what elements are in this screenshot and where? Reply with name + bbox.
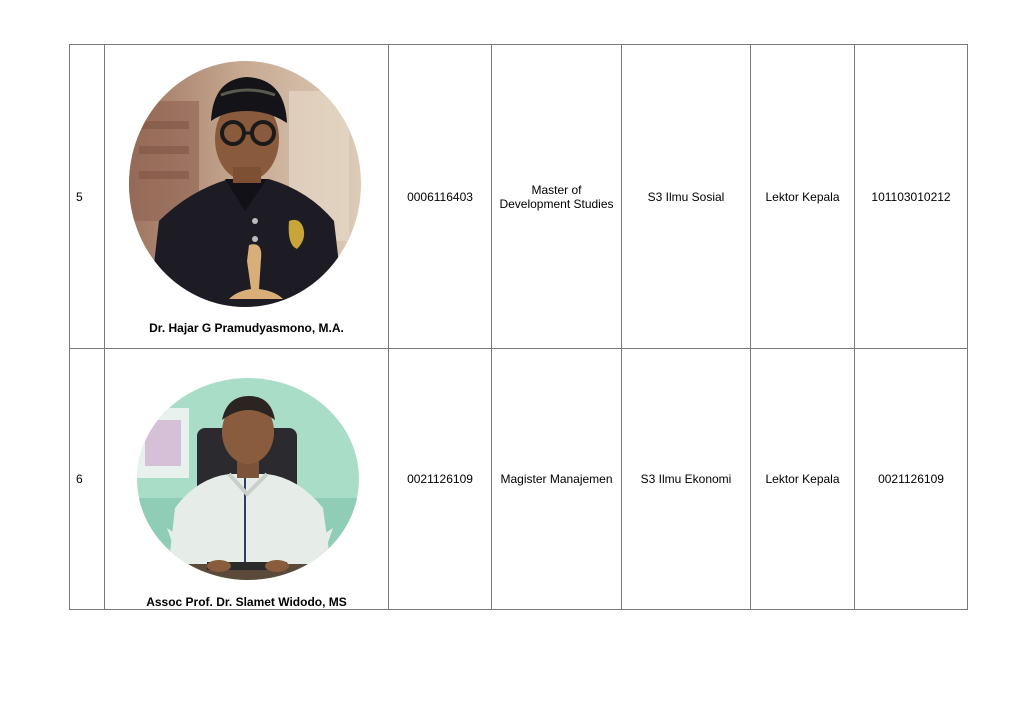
study-program-cell: Magister Manajemen (492, 349, 622, 610)
rank-cell: Lektor Kepala (751, 349, 855, 610)
photo-cell (105, 349, 389, 610)
row-number: 6 (70, 349, 105, 610)
study-program-cell: Master of Development Studies (492, 45, 622, 349)
table-row (70, 349, 968, 610)
lecturer-table (69, 44, 968, 610)
photo-cell (105, 45, 389, 349)
id-number-cell: 101103010212 (855, 45, 968, 349)
nidn-cell: 0006116403 (389, 45, 492, 349)
education-cell: S3 Ilmu Ekonomi (622, 349, 751, 610)
rank-cell: Lektor Kepala (751, 45, 855, 349)
portrait-photo (137, 378, 359, 580)
person-name: Assoc Prof. Dr. Slamet Widodo, MS (146, 595, 347, 609)
education-cell: S3 Ilmu Sosial (622, 45, 751, 349)
nidn-cell: 0021126109 (389, 349, 492, 610)
row-number: 5 (70, 45, 105, 349)
portrait-photo (129, 61, 361, 307)
table-row (70, 45, 968, 349)
person-name: Dr. Hajar G Pramudyasmono, M.A. (149, 321, 344, 335)
id-number-cell: 0021126109 (855, 349, 968, 610)
